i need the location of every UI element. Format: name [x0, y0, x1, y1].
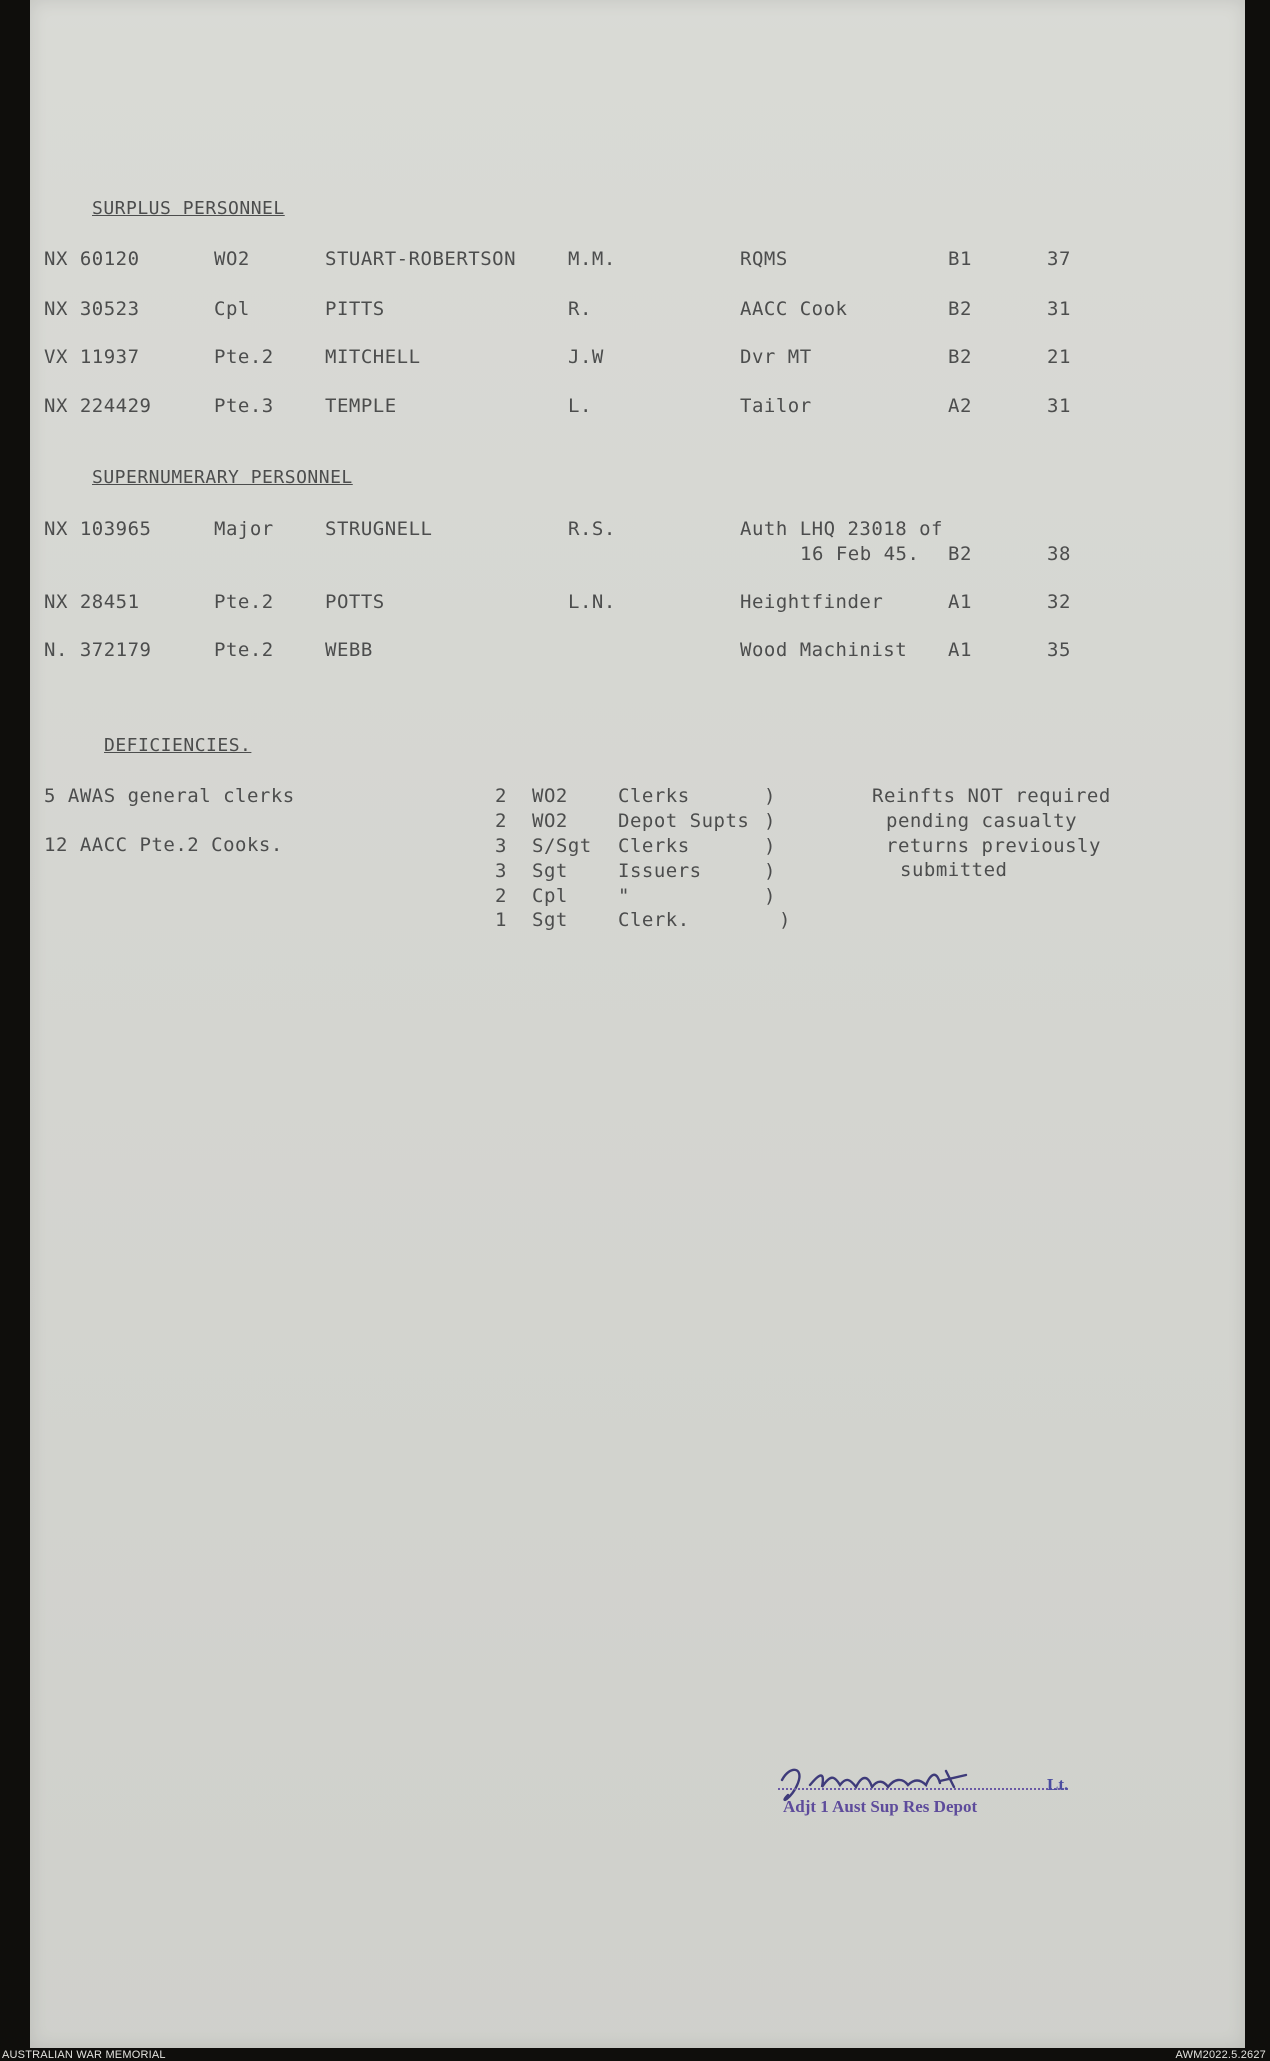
signature-scribble — [770, 1735, 1070, 1845]
surplus-grade-cell: A2 — [948, 395, 972, 417]
supernumerary-trade2-cell: 16 Feb 45. — [800, 543, 920, 565]
deficiency-note-4: submitted — [900, 859, 1008, 881]
deficiency-qty-cell: 3 — [495, 835, 507, 857]
supernumerary-init-cell: R.S. — [568, 518, 616, 540]
deficiency-note-3: returns previously — [886, 835, 1101, 857]
supernumerary-surname-cell: WEBB — [325, 639, 373, 661]
surplus-age-cell: 21 — [1047, 346, 1071, 368]
deficiency-left-2: 12 AACC Pte.2 Cooks. — [44, 834, 283, 856]
supernumerary-no-cell: N. 372179 — [44, 639, 152, 661]
surplus-trade-cell: RQMS — [740, 248, 788, 270]
supernumerary-trade-cell: Auth LHQ 23018 of — [740, 518, 943, 540]
supernumerary-init-cell: L.N. — [568, 591, 616, 613]
supernumerary-age-cell: 35 — [1047, 639, 1071, 661]
deficiency-bracket: ) — [764, 785, 776, 807]
signature-rank: Lt. — [1047, 1775, 1069, 1794]
supernumerary-rank-cell: Pte.2 — [214, 639, 274, 661]
deficiency-bracket: ) — [764, 885, 776, 907]
deficiency-role-cell: Depot Supts — [618, 810, 750, 832]
deficiency-qty-cell: 2 — [495, 810, 507, 832]
signature-stamp: Adjt 1 Aust Sup Res Depot — [783, 1797, 978, 1816]
deficiency-rank-cell: WO2 — [532, 810, 568, 832]
deficiency-role-cell: Issuers — [618, 860, 702, 882]
deficiency-bracket: ) — [779, 909, 791, 931]
deficiency-rank-cell: Sgt — [532, 860, 568, 882]
deficiency-bracket: ) — [764, 835, 776, 857]
surplus-surname-cell: STUART-ROBERTSON — [325, 248, 517, 270]
supernumerary-surname-cell: STRUGNELL — [325, 518, 433, 540]
surplus-init-cell: M.M. — [568, 248, 616, 270]
supernumerary-no-cell: NX 103965 — [44, 518, 152, 540]
supernumerary-grade-cell: B2 — [948, 543, 972, 565]
surplus-init-cell: J.W — [568, 346, 604, 368]
supernumerary-age-cell: 38 — [1047, 543, 1071, 565]
surplus-trade-cell: AACC Cook — [740, 298, 848, 320]
surplus-grade-cell: B2 — [948, 298, 972, 320]
surplus-no-cell: NX 224429 — [44, 395, 152, 417]
deficiency-note-2: pending casualty — [886, 810, 1078, 832]
supernumerary-rank-cell: Pte.2 — [214, 591, 274, 613]
supernumerary-trade-cell: Heightfinder — [740, 591, 884, 613]
supernumerary-trade-cell: Wood Machinist — [740, 639, 908, 661]
deficiency-qty-cell: 3 — [495, 860, 507, 882]
surplus-no-cell: NX 30523 — [44, 298, 140, 320]
footer-right: AWM2022.5.2627 — [1175, 2049, 1266, 2061]
deficiency-role-cell: Clerk. — [618, 909, 690, 931]
surplus-trade-cell: Dvr MT — [740, 346, 812, 368]
surplus-surname-cell: PITTS — [325, 298, 385, 320]
surplus-grade-cell: B1 — [948, 248, 972, 270]
deficiency-rank-cell: Sgt — [532, 909, 568, 931]
surplus-init-cell: R. — [568, 298, 592, 320]
supernumerary-surname-cell: POTTS — [325, 591, 385, 613]
deficiency-role-cell: Clerks — [618, 785, 690, 807]
surplus-rank-cell: Pte.3 — [214, 395, 274, 417]
surplus-rank-cell: Pte.2 — [214, 346, 274, 368]
deficiency-rank-cell: WO2 — [532, 785, 568, 807]
surplus-age-cell: 31 — [1047, 298, 1071, 320]
deficiency-rank-cell: S/Sgt — [532, 835, 592, 857]
deficiency-role-cell: Clerks — [618, 835, 690, 857]
surplus-no-cell: VX 11937 — [44, 346, 140, 368]
deficiency-qty-cell: 2 — [495, 885, 507, 907]
surplus-surname-cell: MITCHELL — [325, 346, 421, 368]
section-heading-supernumerary: SUPERNUMERARY PERSONNEL — [92, 467, 353, 488]
surplus-age-cell: 31 — [1047, 395, 1071, 417]
supernumerary-rank-cell: Major — [214, 518, 274, 540]
supernumerary-age-cell: 32 — [1047, 591, 1071, 613]
section-heading-surplus: SURPLUS PERSONNEL — [92, 198, 285, 219]
deficiency-bracket: ) — [764, 860, 776, 882]
deficiency-qty-cell: 2 — [495, 785, 507, 807]
deficiency-bracket: ) — [764, 810, 776, 832]
surplus-surname-cell: TEMPLE — [325, 395, 397, 417]
supernumerary-grade-cell: A1 — [948, 639, 972, 661]
surplus-rank-cell: WO2 — [214, 248, 250, 270]
footer-left: AUSTRALIAN WAR MEMORIAL — [2, 2049, 166, 2061]
surplus-age-cell: 37 — [1047, 248, 1071, 270]
deficiency-role-cell: " — [618, 885, 630, 907]
supernumerary-grade-cell: A1 — [948, 591, 972, 613]
deficiency-rank-cell: Cpl — [532, 885, 568, 907]
surplus-init-cell: L. — [568, 395, 592, 417]
surplus-trade-cell: Tailor — [740, 395, 812, 417]
signature-line — [778, 1788, 1068, 1790]
surplus-grade-cell: B2 — [948, 346, 972, 368]
surplus-no-cell: NX 60120 — [44, 248, 140, 270]
section-heading-deficiencies: DEFICIENCIES. — [104, 735, 252, 756]
surplus-rank-cell: Cpl — [214, 298, 250, 320]
deficiency-qty-cell: 1 — [495, 909, 507, 931]
deficiency-note-1: Reinfts NOT required — [872, 785, 1111, 807]
supernumerary-no-cell: NX 28451 — [44, 591, 140, 613]
deficiency-left-1: 5 AWAS general clerks — [44, 785, 295, 807]
